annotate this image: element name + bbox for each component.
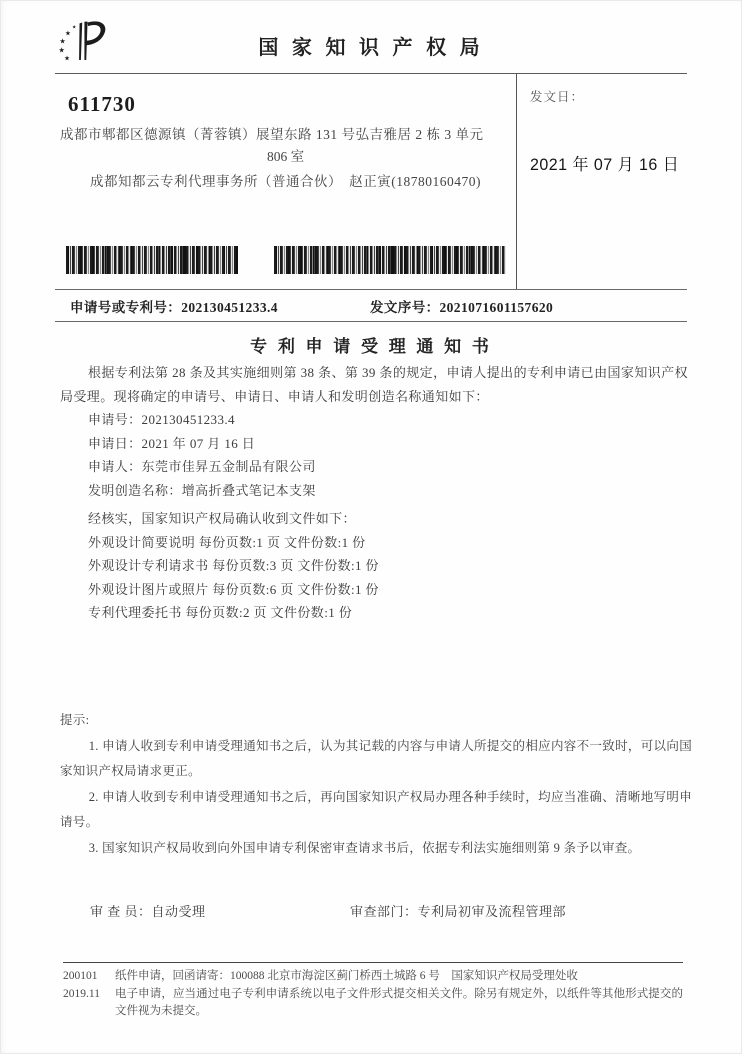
field-label: 申请号： [87, 412, 142, 427]
examiner-value: 自动受理 [151, 904, 206, 919]
document-footer [63, 962, 683, 1021]
dispatch-date-value: 2021 年 07 月 16 日 [530, 156, 680, 174]
postal-code: 611730 [68, 92, 136, 116]
notice-body [60, 361, 688, 625]
tip-item: 1. 申请人收到专利申请受理通知书之后，认为其记载的内容与申请人所提交的相应内容不一致时，可以向国家知识产权局请求更正。 [60, 738, 692, 778]
application-number-value: 202130451233.4 [181, 299, 278, 315]
document-header [55, 0, 687, 74]
department [350, 901, 566, 920]
footer-instructions [115, 968, 683, 1021]
received-doc-item: 外观设计图片或照片 每份页数:6 页 文件份数:1 份 [87, 581, 379, 597]
field-application-date [60, 432, 688, 456]
received-doc-item: 外观设计专利请求书 每份页数:3 页 文件份数:1 份 [87, 558, 379, 573]
field-application-number [60, 408, 688, 432]
application-number [55, 296, 370, 316]
dispatch-date-box [516, 74, 687, 289]
dispatch-serial-value: 2021071601157620 [439, 299, 554, 315]
field-value: 2021 年 07 月 16 日 [141, 435, 256, 451]
dispatch-date-label: 发文日： [530, 90, 585, 104]
agency-title: 国 家 知 识 产 权 局 [258, 37, 484, 59]
dispatch-serial-label: 发文序号： [370, 299, 440, 315]
application-number-label: 申请号或专利号： [70, 299, 182, 315]
field-label: 申请日： [87, 435, 142, 451]
field-value: 202130451233.4 [141, 412, 235, 427]
tips-section [60, 708, 692, 861]
footer-line-electronic: 电子申请，应当通过电子专利申请系统以电子文件形式提交相关文件。除另有规定外，以纸件等其他形式提交的文件视为未提交。 [115, 987, 683, 1017]
barcode-left [66, 246, 238, 274]
tip-item: 3. 国家知识产权局收到向外国申请专利保密审查请求书后，依据专利法实施细则第 9 条予以审查。 [88, 840, 641, 855]
recipient-line: 成都知都云专利代理事务所（普通合伙） 赵正寅(18780160470) [90, 174, 481, 189]
examiner-label: 审 查 员： [90, 904, 152, 919]
numbers-row [55, 290, 687, 322]
footer-code-2: 2019.11 [63, 987, 100, 1000]
footer-line-paper: 纸件申请，回函请寄：100088 北京市海淀区蓟门桥西土城路 6 号 国家知识产权局受理处收 [115, 970, 578, 982]
address-line-2: 806 室 [266, 149, 305, 164]
barcode-right [274, 246, 506, 274]
received-doc-item: 外观设计简要说明 每份页数:1 页 文件份数:1 份 [87, 534, 366, 550]
signoff-row [55, 901, 687, 920]
dispatch-serial-number [370, 296, 553, 316]
notice-intro: 根据专利法第 28 条及其实施细则第 38 条、第 39 条的规定，申请人提出的专利申请已由国家知识产权局受理。现将确定的申请号、申请日、申请人和发明创造名称通知如下： [60, 365, 688, 404]
received-doc-item: 专利代理委托书 每份页数:2 页 文件份数:1 份 [87, 605, 353, 620]
field-invention-name [60, 479, 688, 503]
footer-form-codes [63, 968, 115, 1021]
received-docs-intro: 经核实，国家知识产权局确认收到文件如下： [87, 511, 356, 526]
department-value: 专利局初审及流程管理部 [417, 904, 567, 919]
tips-title: 提示: [60, 713, 90, 727]
field-value: 增高折叠式笔记本支架 [181, 482, 316, 498]
field-label: 发明创造名称： [87, 482, 182, 498]
notice-title: 专 利 申 请 受 理 通 知 书 [250, 337, 492, 356]
footer-code-1: 200101 [63, 970, 98, 982]
address-line-1: 成都市郫都区德源镇（菁蓉镇）展望东路 131 号弘吉雅居 2 栋 3 单元 [60, 127, 484, 142]
field-value: 东莞市佳昇五金制品有限公司 [141, 459, 316, 474]
field-label: 申请人： [87, 459, 142, 474]
department-label: 审查部门： [350, 904, 418, 919]
examiner [55, 901, 350, 920]
tip-item: 2. 申请人收到专利申请受理通知书之后，再向国家知识产权局办理各种手续时，均应当准确、清晰地写明申请号。 [60, 789, 692, 829]
field-applicant [60, 455, 688, 479]
